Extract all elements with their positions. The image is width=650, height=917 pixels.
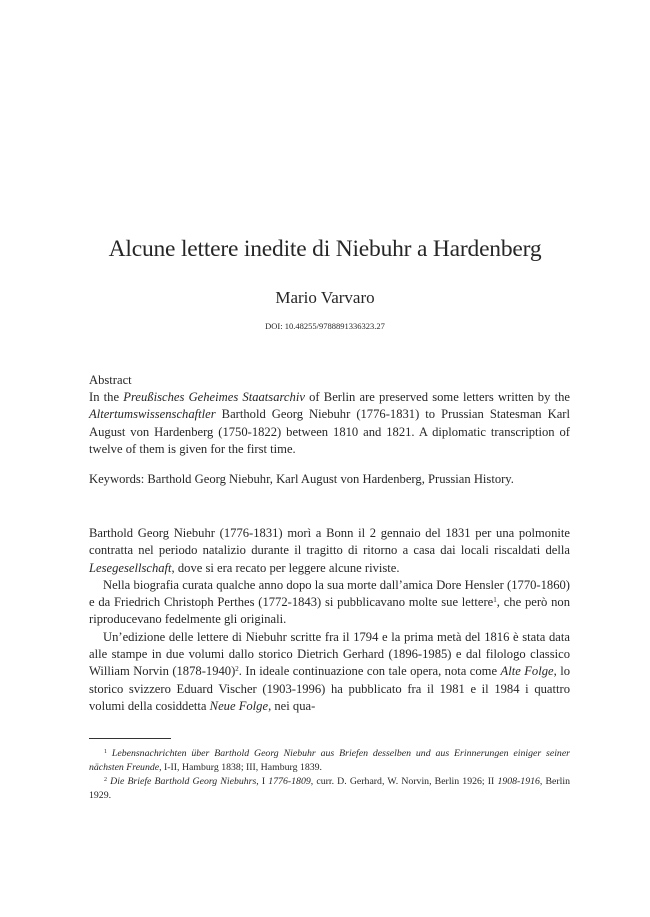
body-text bbox=[89, 525, 570, 715]
footnote-2-c: , Berlin 1929. bbox=[89, 776, 570, 801]
p2-a: Nella biografia curata qualche anno dopo la sua morte dall’amica Dore Hensler (1770-1860) e da Friedrich Christoph Perthes (1772-1843) si pubblicavano molte sue lettere bbox=[89, 577, 570, 610]
p3-d: , nei qua- bbox=[268, 698, 316, 713]
footnote-2-italic-2: 1776-1809 bbox=[268, 776, 311, 787]
abstract-s3: Barthold Georg Niebuhr (1776-1831) to Prussian Statesman Karl August von Hardenberg (1750-1822) between 1810 and 1821. A diplomatic transcription of twelve of them is given for the first time. bbox=[89, 407, 570, 456]
paragraph-1 bbox=[89, 525, 570, 577]
footnote-2 bbox=[89, 775, 570, 803]
footnote-1 bbox=[89, 747, 570, 775]
footnotes bbox=[89, 747, 570, 803]
footnote-2-italic-1: Die Briefe Barthold Georg Niebuhrs bbox=[110, 776, 257, 787]
abstract-s1: In the bbox=[89, 390, 124, 404]
article-title: Alcune lettere inedite di Niebuhr a Hardenberg bbox=[108, 236, 542, 262]
footnote-1-italic: Lebensnachrichten über Barthold Georg Niebuhr aus Briefen desselben und aus Erinnerungen einiger seiner nächsten Freunde bbox=[89, 748, 570, 773]
footnote-1-rest: , I-II, Hamburg 1838; III, Hamburg 1839. bbox=[159, 762, 322, 773]
footnote-ref-2: 2 bbox=[235, 665, 239, 674]
p2-b: , che però non riproducevano fedelmente gli originali. bbox=[89, 595, 570, 627]
abstract-i1: Preußisches Geheimes Staatsarchiv bbox=[123, 390, 305, 404]
footnote-ref-1: 1 bbox=[493, 596, 497, 605]
footnote-2-number: 2 bbox=[104, 777, 107, 783]
keywords: Keywords: Barthold Georg Niebuhr, Karl August von Hardenberg, Prussian History. bbox=[89, 472, 514, 486]
p3-a: Un’edizione delle lettere di Niebuhr scritte fra il 1794 e la prima metà del 1816 è stata data alle stampe in due volumi dallo storico Dietrich Gerhard (1896-1985) e dal filologo classico William Norvin (1878-1940) bbox=[89, 629, 570, 679]
p3-c: , lo storico svizzero Eduard Vischer (1903-1996) ha pubblicato fra il 1981 e il 1984 i quattro volumi della cosiddetta bbox=[89, 664, 571, 713]
abstract-i2: Altertumswissenschaftler bbox=[89, 407, 216, 422]
author-name: Mario Varvaro bbox=[275, 288, 375, 307]
footnote-rule bbox=[89, 738, 171, 739]
p1-a: Barthold Georg Niebuhr (1776-1831) morì a Bonn il 2 gennaio del 1831 per una polmonite contratta nel periodo natalizio durante il tragitto di ritorno a casa dai locali riscaldati della bbox=[89, 526, 570, 558]
footnote-2-b: , curr. D. Gerhard, W. Norvin, Berlin 1926; II bbox=[310, 776, 498, 787]
p3-italic-2: Neue Folge bbox=[209, 698, 269, 713]
paragraph-3 bbox=[89, 629, 570, 715]
footnote-2-a: , I bbox=[256, 776, 269, 787]
footnote-1-number: 1 bbox=[104, 749, 107, 755]
abstract-s2: of Berlin are preserved some letters written by the bbox=[304, 390, 570, 404]
paragraph-2 bbox=[89, 577, 570, 629]
p1-italic: Lesegesellschaft bbox=[89, 560, 172, 575]
p3-italic-1: Alte Folge bbox=[500, 664, 554, 679]
footnote-2-italic-3: 1908-1916 bbox=[497, 776, 540, 787]
p3-b: . In ideale continuazione con tale opera, nota come bbox=[238, 664, 501, 679]
doi: DOI: 10.48255/9788891336323.27 bbox=[265, 321, 385, 331]
abstract-text bbox=[89, 389, 570, 458]
abstract-heading: Abstract bbox=[89, 373, 132, 387]
p1-b: , dove si era recato per leggere alcune riviste. bbox=[171, 560, 400, 575]
